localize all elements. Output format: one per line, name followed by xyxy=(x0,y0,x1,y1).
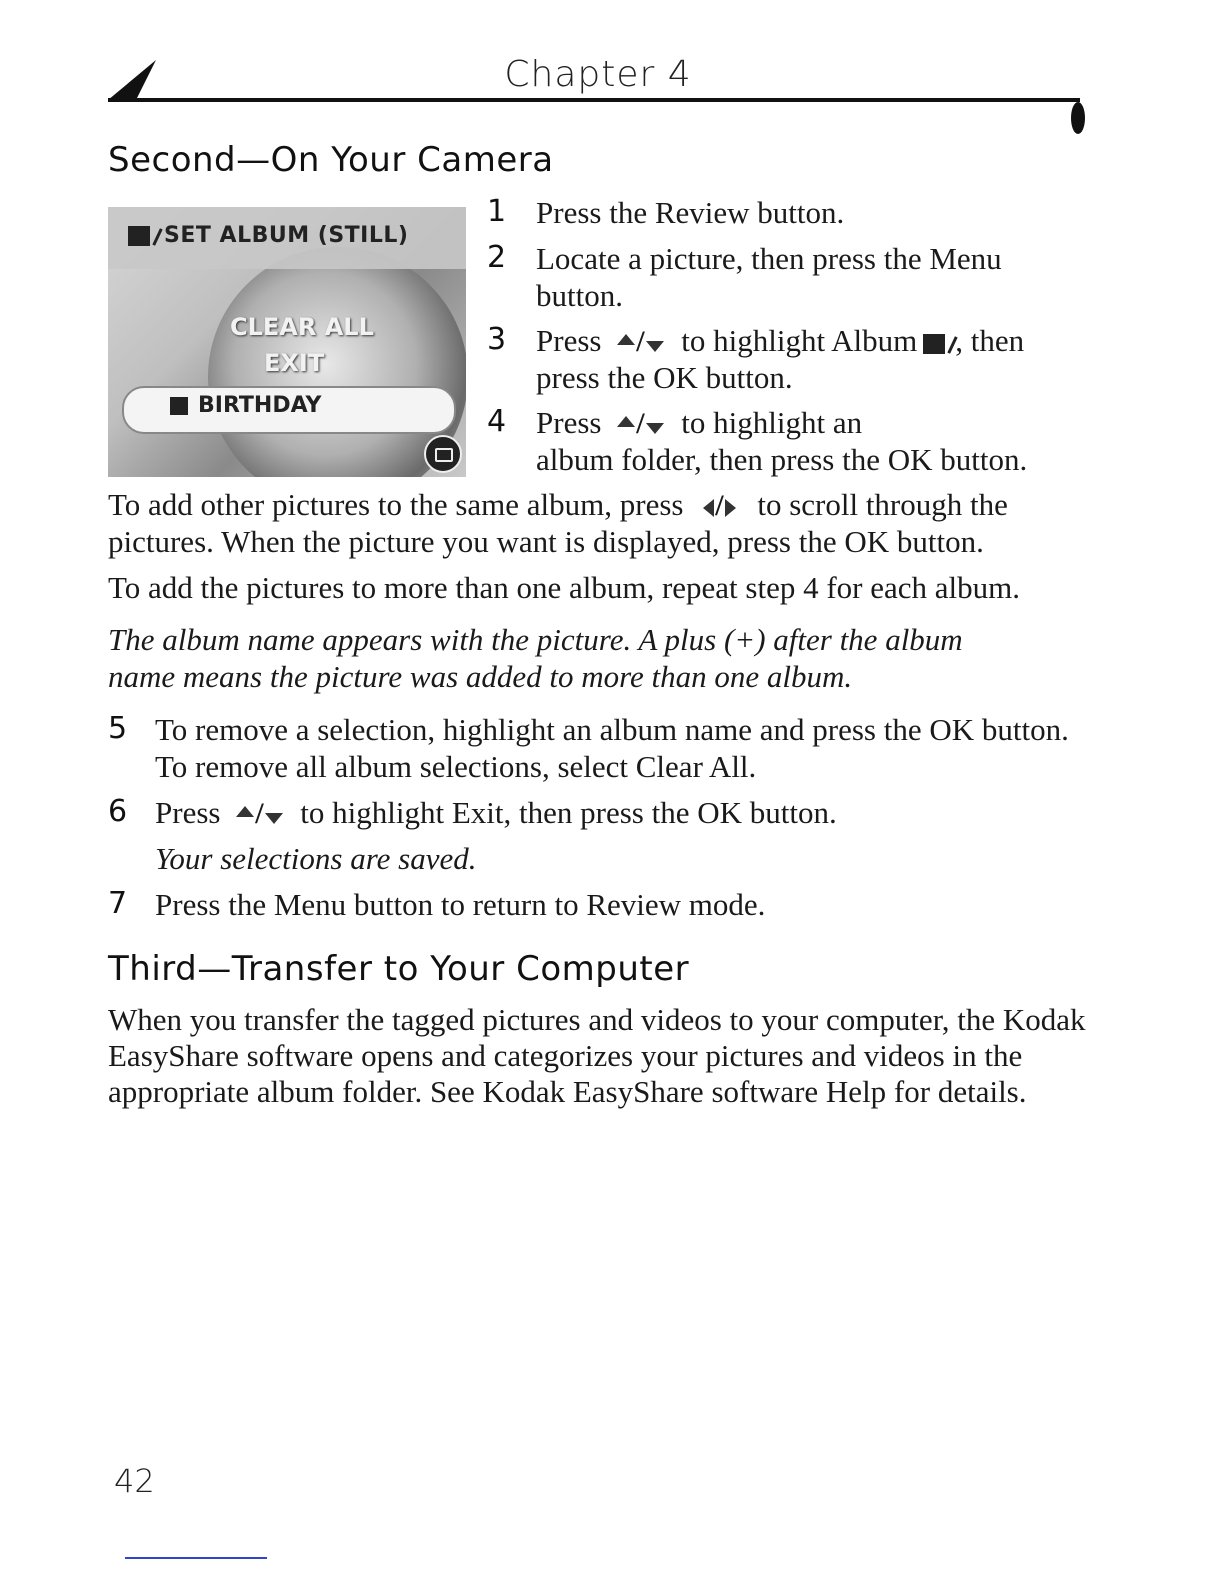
step-number: 1 xyxy=(487,194,507,229)
screen-menu-exit: EXIT xyxy=(264,349,325,377)
step-text: Press the Menu button to return to Review mode. xyxy=(155,887,766,922)
up-arrow-icon xyxy=(617,416,635,427)
step-number: 5 xyxy=(108,711,128,746)
screen-title: SET ALBUM (STILL) xyxy=(128,223,408,248)
slash-glyph: / xyxy=(255,797,264,830)
slash-glyph: / xyxy=(715,489,724,522)
note-text: name means the picture was added to more than one album. xyxy=(108,659,853,694)
step-text: button. xyxy=(536,278,623,313)
paragraph-add-other: To add other pictures to the same album, press / to scroll through the xyxy=(108,487,1008,522)
step-text: To remove all album selections, select Clear All. xyxy=(155,749,757,784)
paragraph-transfer: EasyShare software opens and categorizes your pictures and videos in the xyxy=(108,1038,1023,1073)
step-text: press the OK button. xyxy=(536,360,793,395)
album-icon xyxy=(923,334,945,354)
right-arrow-icon xyxy=(725,499,736,517)
down-arrow-icon xyxy=(265,813,283,824)
up-arrow-icon xyxy=(236,806,254,817)
chapter-title: Chapter 4 xyxy=(504,54,692,95)
step-text: Press / to highlight Exit, then press the OK button. xyxy=(155,795,837,830)
footer-rule xyxy=(125,1557,267,1559)
note-text: The album name appears with the picture. A plus (+) after the album xyxy=(108,622,963,657)
step-text: Press the Review button. xyxy=(536,195,845,230)
paragraph-transfer: When you transfer the tagged pictures and videos to your computer, the Kodak xyxy=(108,1002,1086,1037)
step-text: Press / to highlight an xyxy=(536,405,863,440)
screen-album-name: BIRTHDAY xyxy=(198,393,322,418)
page-number: 42 xyxy=(114,1462,155,1500)
camera-screen-image xyxy=(108,207,466,477)
step-text: To remove a selection, highlight an album name and press the OK button. xyxy=(155,712,1069,747)
step-note: Your selections are saved. xyxy=(155,841,477,876)
section-heading-third: Third—Transfer to Your Computer xyxy=(108,949,690,989)
section-heading-second: Second—On Your Camera xyxy=(108,140,554,180)
step-number: 2 xyxy=(487,240,507,275)
down-arrow-icon xyxy=(646,341,664,352)
checkbox-icon xyxy=(170,397,188,415)
left-arrow-icon xyxy=(703,499,714,517)
page-header xyxy=(108,50,1088,140)
paragraph-add-more: To add the pictures to more than one album, repeat step 4 for each album. xyxy=(108,570,1021,605)
step-number: 7 xyxy=(108,886,128,921)
down-arrow-icon xyxy=(646,423,664,434)
slash-glyph: / xyxy=(636,407,645,440)
paragraph-transfer: appropriate album folder. See Kodak EasyShare software Help for details. xyxy=(108,1074,1027,1109)
album-icon xyxy=(128,226,150,246)
step-number: 3 xyxy=(487,322,507,357)
paragraph-add-other: pictures. When the picture you want is displayed, press the OK button. xyxy=(108,524,984,559)
step-text: Press / to highlight Album , then xyxy=(536,323,1025,358)
step-text: Locate a picture, then press the Menu xyxy=(536,241,1002,276)
slash-glyph: / xyxy=(636,325,645,358)
step-number: 6 xyxy=(108,794,128,829)
step-number: 4 xyxy=(487,404,507,439)
up-arrow-icon xyxy=(617,334,635,345)
screen-menu-clear-all: CLEAR ALL xyxy=(230,313,374,341)
step-text: album folder, then press the OK button. xyxy=(536,442,1028,477)
camera-icon xyxy=(424,435,462,473)
